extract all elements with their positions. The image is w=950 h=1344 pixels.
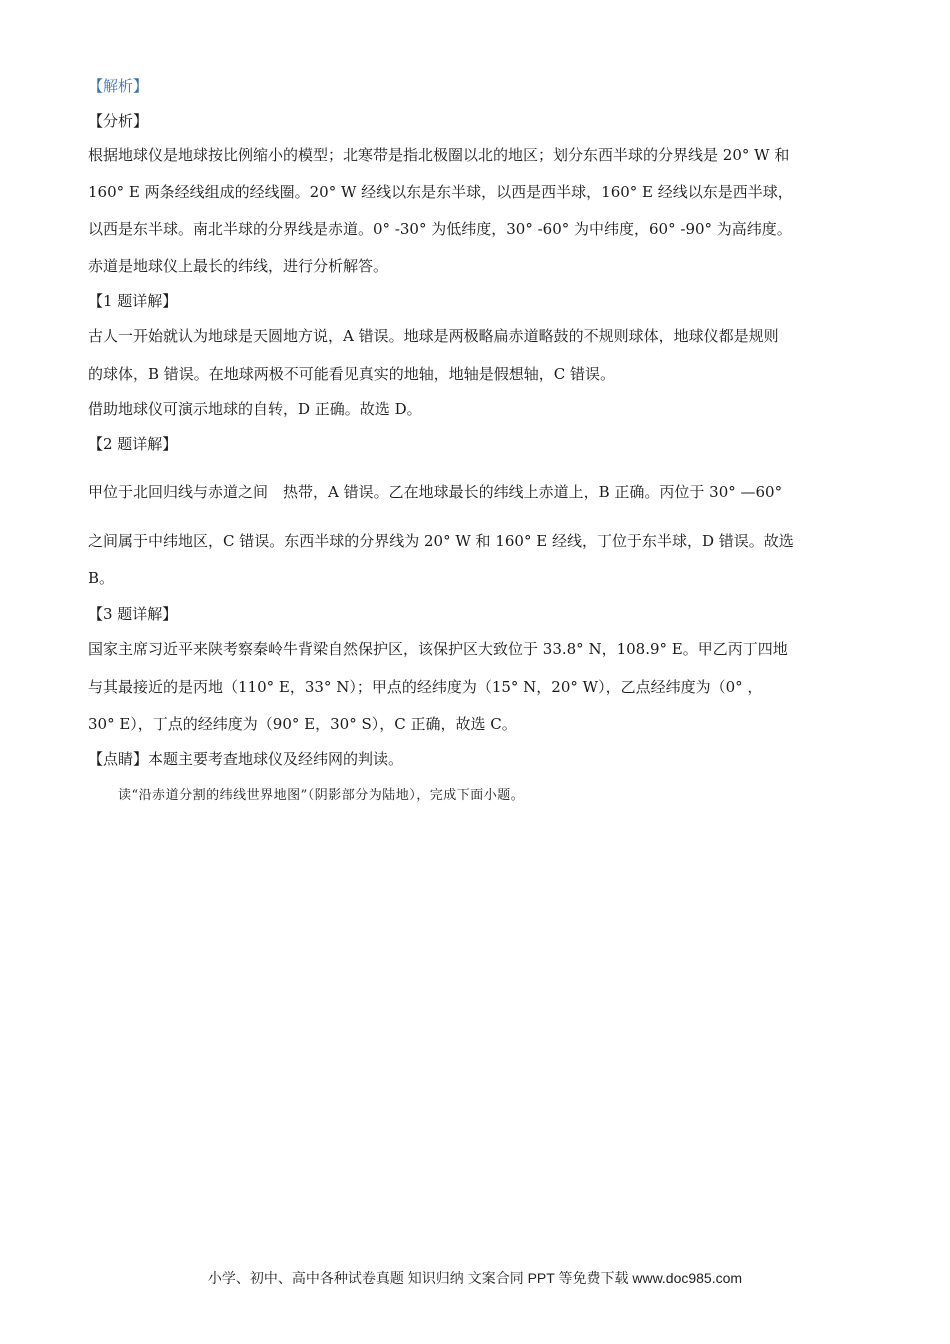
jiexi-heading: 【解析】 (88, 77, 149, 95)
q1-line-2: 的球体，B 错误。在地球两极不可能看见真实的地轴，地轴是假想轴，C 错误。 (88, 365, 616, 383)
footer-text: 小学、初中、高中各种试卷真题 知识归纳 文案合同 PPT 等免费下载 www.doc985.com (207, 1270, 743, 1286)
fenxi-line-3: 以西是东半球。南北半球的分界线是赤道。0° -30° 为低纬度，30° -60° 为中纬度，60° -90° 为高纬度。 (88, 220, 792, 238)
fenxi-line-2: 160° E 两条经线组成的经线圈。20° W 经线以东是东半球，以西是西半球，160° E 经线以东是西半球， (88, 183, 793, 201)
dianjing-note: 【点睛】本题主要考查地球仪及经纬网的判读。 (88, 750, 404, 768)
q3-line-1: 国家主席习近平来陕考察秦岭牛背梁自然保护区，该保护区大致位于 33.8° N，108.9° E。甲乙丙丁四地 (88, 640, 788, 658)
q3-line-3: 30° E），丁点的经纬度为（90° E，30° S），C 正确，故选 C。 (88, 715, 517, 733)
q3-heading: 【3 题详解】 (88, 605, 178, 623)
fenxi-heading: 【分析】 (88, 112, 149, 130)
next-question-prompt: 读“沿赤道分割的纬线世界地图”（阴影部分为陆地），完成下面小题。 (118, 788, 525, 803)
q3-line-2: 与其最接近的是丙地（110° E，33° N）；甲点的经纬度为（15° N，20° W），乙点经纬度为（0° ， (88, 678, 763, 696)
q2-line-1: 甲位于北回归线与赤道之间 热带，A 错误。乙在地球最长的纬线上赤道上，B 正确。丙位于 30° —60° (88, 483, 783, 501)
fenxi-line-4: 赤道是地球仪上最长的纬线，进行分析解答。 (88, 257, 389, 275)
q1-heading: 【1 题详解】 (88, 292, 178, 310)
q2-line-3: B。 (88, 569, 115, 587)
fenxi-line-1: 根据地球仪是地球按比例缩小的模型；北寒带是指北极圈以北的地区；划分东西半球的分界线是 20° W 和 (88, 146, 790, 164)
q2-line-2: 之间属于中纬地区，C 错误。东西半球的分界线为 20° W 和 160° E 经线，丁位于东半球，D 错误。故选 (88, 532, 794, 550)
q2-heading: 【2 题详解】 (88, 435, 178, 453)
q1-line-1: 古人一开始就认为地球是天圆地方说，A 错误。地球是两极略扁赤道略鼓的不规则球体，地球仪都是规则 (88, 327, 779, 345)
q1-line-3: 借助地球仪可演示地球的自转，D 正确。故选 D。 (88, 400, 422, 418)
